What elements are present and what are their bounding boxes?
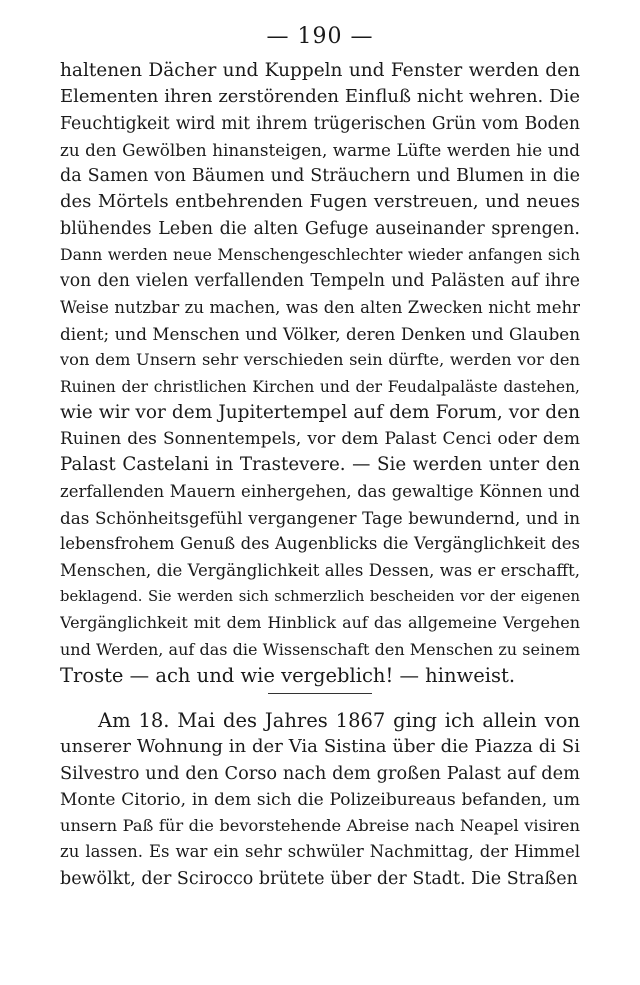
text-line: zerfallenden Mauern einhergehen, das gewaltige Können und bbox=[60, 481, 580, 501]
text-line: Weise nutzbar zu machen, was den alten Zwecken nicht mehr bbox=[60, 297, 580, 317]
text-line: von dem Unsern sehr verschieden sein dürfte, werden vor den bbox=[60, 350, 580, 370]
section-separator bbox=[268, 693, 372, 694]
text-line: Troste — ach und wie vergeblich! — hinweist. bbox=[60, 663, 516, 687]
text-line: da Samen von Bäumen und Sträuchern und Blumen in die bbox=[60, 166, 580, 187]
text-line: Vergänglichkeit mit dem Hinblick auf das allgemeine Vergehen bbox=[60, 613, 580, 633]
text-line: Menschen, die Vergänglichkeit alles Dessen, was er erschafft, bbox=[60, 560, 580, 580]
text-line: Palast Castelani in Trastevere. — Sie werden unter den bbox=[60, 454, 580, 476]
text-line: blühendes Leben die alten Gefuge auseinander sprengen. bbox=[60, 218, 580, 239]
paragraph-1 bbox=[60, 58, 580, 689]
text-line: dient; und Menschen und Völker, deren Denken und Glauben bbox=[60, 323, 580, 344]
text-line: Feuchtigkeit wird mit ihrem trügerischen Grün vom Boden bbox=[60, 113, 580, 134]
text-line: zu den Gewölben hinansteigen, warme Lüfte werden hie und bbox=[60, 139, 580, 160]
text-line: Dann werden neue Menschengeschlechter wieder anfangen sich bbox=[60, 245, 580, 265]
text-line: Monte Citorio, in dem sich die Polizeibureaus befanden, um bbox=[60, 789, 580, 810]
text-line: und Werden, auf das die Wissenschaft den Menschen zu seinem bbox=[60, 639, 580, 659]
text-line: haltenen Dächer und Kuppeln und Fenster werden den bbox=[60, 60, 580, 81]
text-line: des Mörtels entbehrenden Fugen verstreuen, und neues bbox=[60, 191, 580, 213]
text-line: Ruinen der christlichen Kirchen und der Feudalpaläste dastehen, bbox=[60, 377, 580, 396]
paragraph-2 bbox=[60, 708, 580, 892]
text-line: das Schönheitsgefühl vergangener Tage bewundernd, und in bbox=[60, 508, 580, 529]
text-line: bewölkt, der Scirocco brütete über der Stadt. Die Straßen bbox=[60, 868, 578, 889]
text-line: von den vielen verfallenden Tempeln und Palästen auf ihre bbox=[60, 271, 580, 292]
text-line: lebensfrohem Genuß des Augenblicks die Vergänglichkeit des bbox=[60, 534, 580, 554]
text-line: Silvestro und den Corso nach dem großen Palast auf dem bbox=[60, 763, 580, 784]
text-line: beklagend. Sie werden sich schmerzlich bescheiden vor der eigenen bbox=[60, 587, 580, 605]
text-line: Elementen ihren zerstörenden Einfluß nicht wehren. Die bbox=[60, 86, 580, 108]
text-line: Am 18. Mai des Jahres 1867 ging ich allein von bbox=[98, 709, 580, 732]
page-number: — 190 — bbox=[266, 24, 374, 49]
text-line: wie wir vor dem Jupitertempel auf dem Forum, vor den bbox=[60, 401, 580, 423]
text-line: zu lassen. Es war ein sehr schwüler Nachmittag, der Himmel bbox=[60, 842, 580, 862]
text-line: Ruinen des Sonnentempels, vor dem Palast Cenci oder dem bbox=[60, 429, 580, 450]
text-line: unsern Paß für die bevorstehende Abreise nach Neapel visiren bbox=[60, 816, 580, 836]
text-line: unserer Wohnung in der Via Sistina über die Piazza di Si bbox=[60, 736, 580, 758]
